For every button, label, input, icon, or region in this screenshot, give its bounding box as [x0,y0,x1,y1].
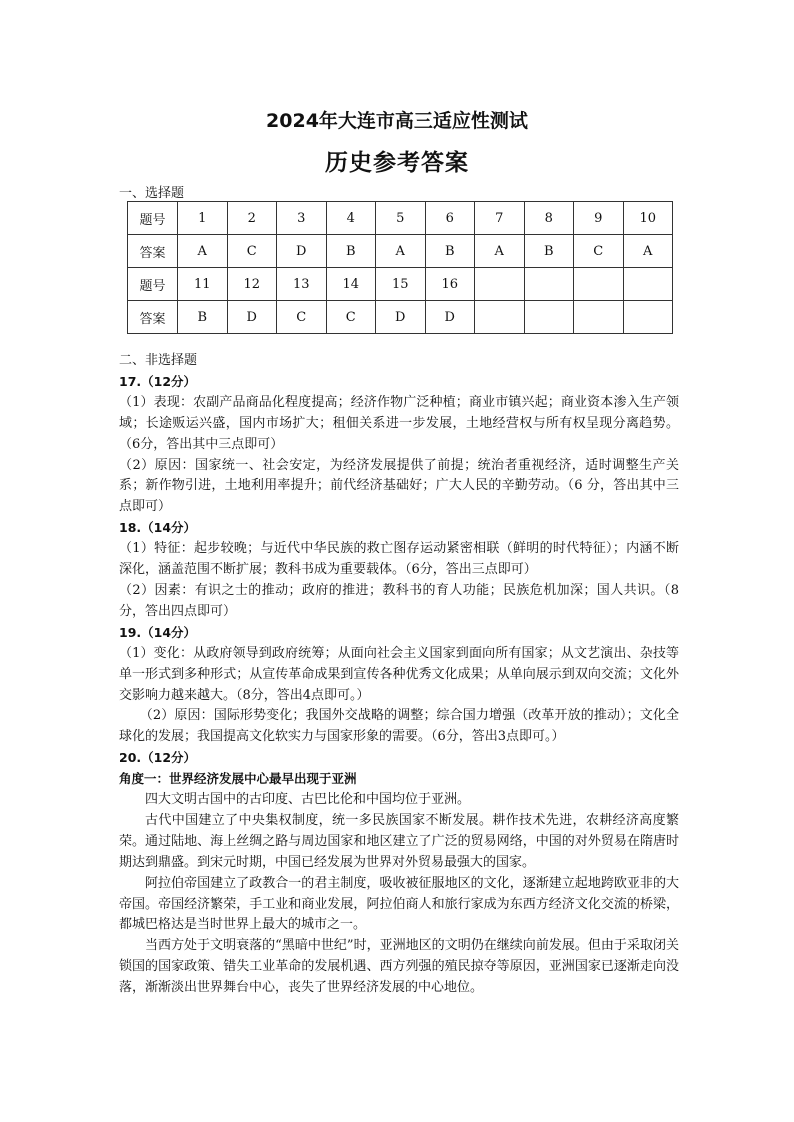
table-row-header: 题号 [128,202,178,235]
section-nonchoice-label: 二、非选择题 [119,353,198,368]
table-cell: 10 [623,202,673,235]
table-cell: 11 [178,268,228,301]
table-row-header: 答案 [128,301,178,334]
document-subtitle: 历史参考答案 [325,149,469,176]
table-cell: A [623,235,673,268]
q20-paragraph-2: 古代中国建立了中央集权制度，统一多民族国家不断发展。耕作技术先进，农耕经济高度繁荣。通过陆地、海上丝绸之路与周边国家和地区建立了广泛的贸易网络，中国的对外贸易在隋唐时期达到鼎盛。到宋元时期，中国已经发展为世界对外贸易最强大的国家。 [119,812,679,870]
table-cell: 13 [277,268,327,301]
answer-table [127,201,673,334]
table-cell: 8 [524,202,574,235]
q18-part2: （2）因素：有识之士的推动；政府的推进；教科书的育人功能；民族危机加深；国人共识。（8分，答出四点即可） [119,582,679,619]
section-choice-label: 一、选择题 [119,186,185,201]
q20-paragraph-1: 四大文明古国中的古印度、古巴比伦和中国均位于亚洲。 [145,792,471,808]
q18-title: 18.（14分） [119,520,197,536]
table-cell: 7 [475,202,525,235]
table-cell [524,301,574,334]
table-row [128,268,673,301]
table-cell: 3 [277,202,327,235]
q19-part1: （1）变化：从政府领导到政府统筹；从面向社会主义国家到面向所有国家；从文艺演出、杂技等单一形式到多种形式；从宣传革命成果到宣传各种优秀文化成果；从单向展示到双向交流；文化外交影响力越来越大。（8分，答出4点即可。） [119,645,679,703]
q20-title: 20.（12分） [119,750,197,766]
table-cell [574,301,624,334]
q18-part1: （1）特征：起步较晚；与近代中华民族的救亡图存运动紧密相联（鲜明的时代特征）；内涵不断深化，涵盖范围不断扩展；教科书成为重要载体。（6分，答出三点即可） [119,541,679,578]
table-cell: C [326,301,376,334]
table-cell: 6 [425,202,475,235]
q17-part2: （2）原因：国家统一、社会安定，为经济发展提供了前提；统治者重视经济，适时调整生产关系；新作物引进，土地利用率提升；前代经济基础好；广大人民的辛勤劳动。（6 分，答出其中三点即可） [119,457,679,515]
table-cell: A [475,235,525,268]
table-cell: B [524,235,574,268]
table-cell: 1 [178,202,228,235]
table-cell: B [326,235,376,268]
table-cell: B [178,301,228,334]
q19-title: 19.（14分） [119,624,197,640]
table-cell: 15 [376,268,426,301]
table-cell: 14 [326,268,376,301]
table-row [128,202,673,235]
table-cell [574,268,624,301]
q17-part1: （1）表现：农副产品商品化程度提高；经济作物广泛种植；商业市镇兴起；商业资本渗入生产领域；长途贩运兴盛，国内市场扩大；租佃关系进一步发展，土地经营权与所有权呈现分离趋势。（6分，答出其中三点即可） [119,394,679,452]
table-row-header: 题号 [128,268,178,301]
table-cell [623,268,673,301]
table-cell [524,268,574,301]
non-choice-section [119,351,679,999]
table-cell: C [227,235,277,268]
table-row [128,301,673,334]
q20-angle-heading: 角度一：世界经济发展中心最早出现于亚洲 [119,771,357,787]
table-cell: D [376,301,426,334]
table-cell: A [376,235,426,268]
table-row [128,235,673,268]
table-row-header: 答案 [128,235,178,268]
table-cell: 5 [376,202,426,235]
table-cell: C [277,301,327,334]
table-cell: D [277,235,327,268]
q19-part2: （2）原因：国际形势变化；我国外交战略的调整；综合国力增强（改革开放的推动）；文化全球化的发展；我国提高文化软实力与国家形象的需要。（6分，答出3点即可。） [119,708,679,745]
table-cell: D [425,301,475,334]
table-cell: C [574,235,624,268]
table-cell: D [227,301,277,334]
table-cell: 9 [574,202,624,235]
table-cell [623,301,673,334]
q17-title: 17.（12分） [119,373,197,389]
table-cell: 16 [425,268,475,301]
table-cell [475,301,525,334]
q20-paragraph-3: 阿拉伯帝国建立了政教合一的君主制度，吸收被征服地区的文化，逐渐建立起地跨欧亚非的大帝国。帝国经济繁荣，手工业和商业发展，阿拉伯商人和旅行家成为东西方经济文化交流的桥梁，都城巴格达是当时世界上最大的城市之一。 [119,875,679,933]
q20-paragraph-4: 当西方处于文明衰落的“黑暗中世纪”时，亚洲地区的文明仍在继续向前发展。但由于采取闭关锁国的国家政策、错失工业革命的发展机遇、西方列强的殖民掠夺等原因，亚洲国家已逐渐走向没落，渐渐淡出世界舞台中心，丧失了世界经济发展的中心地位。 [119,938,679,996]
table-cell: B [425,235,475,268]
table-cell: 12 [227,268,277,301]
table-cell: A [178,235,228,268]
table-cell: 2 [227,202,277,235]
table-cell: 4 [326,202,376,235]
document-title: 2024年大连市高三适应性测试 [266,110,528,132]
table-cell [475,268,525,301]
